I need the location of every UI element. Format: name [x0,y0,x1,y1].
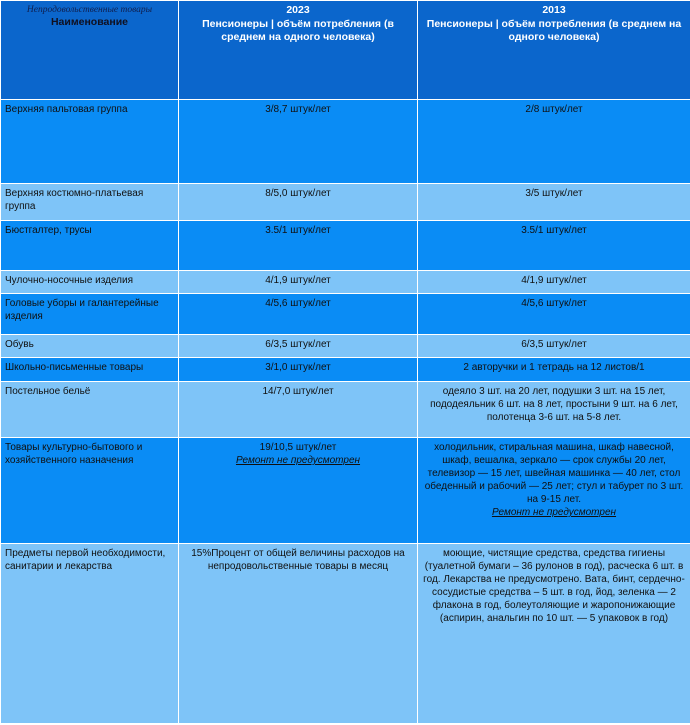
header-name-cell [1,1,179,100]
row-value-2013: холодильник, стиральная машина, шкаф навесной, шкаф, вешалка, зеркало — срок службы 20 лет, телевизор — 15 лет, швейная машинка — 40 лет, стол обеденный и рабочий — 25 лет; стул и табурет по 3 шт. на 9-15 лет. [424,442,684,505]
row-value-2013: 6/3,5 штук/лет [418,335,690,358]
row-name: Верхняя костюмно-платьевая группа [1,184,179,221]
year-2023-label: 2023 [286,4,310,16]
row-name: Обувь [1,335,179,358]
category-label: Непродовольственные товары [26,5,153,15]
col-2023-title: Пенсионеры | объём потребления (в среднем на одного человека) [202,17,394,44]
row-value-2023: 3/8,7 штук/лет [179,100,418,184]
table-row [1,271,690,294]
row-value-2013: 3.5/1 штук/лет [418,221,690,271]
row-value-2023: 4/5,6 штук/лет [179,294,418,335]
repair-note: Ремонт не предусмотрен [491,507,617,518]
row-name: Товары культурно-бытового и хозяйственного назначения [1,438,179,544]
row-value-2023: 3/1,0 штук/лет [179,358,418,382]
row-value-2013: 4/1,9 штук/лет [418,271,690,294]
table-row [1,294,690,335]
row-value-2013: 3/5 штук/лет [418,184,690,221]
row-value-2023: 15%Процент от общей величины расходов на непродовольственные товары в месяц [179,544,418,724]
row-value-2023: 4/1,9 штук/лет [179,271,418,294]
name-column-label: Наименование [50,16,129,29]
row-value-2023-cell [179,438,418,544]
col-2013-title: Пенсионеры | объём потребления (в среднем на одного человека) [426,17,682,44]
table-row [1,184,690,221]
row-value-2023: 8/5,0 штук/лет [179,184,418,221]
row-name: Школьно-письменные товары [1,358,179,382]
table-row [1,438,690,544]
row-value-2013: одеяло 3 шт. на 20 лет, подушки 3 шт. на 15 лет, пододеяльник 6 шт. на 8 лет, простыни 9 шт. на 6 лет, полотенца 3-6 шт. на 5-8 лет. [418,382,690,438]
header-2023-cell [179,1,418,100]
table-row [1,358,690,382]
row-value-2013-cell [418,438,690,544]
row-value-2023: 14/7,0 штук/лет [179,382,418,438]
year-2013-label: 2013 [542,4,566,16]
row-name: Чулочно-носочные изделия [1,271,179,294]
table-row [1,221,690,271]
table-row [1,335,690,358]
row-name: Постельное бельё [1,382,179,438]
table-row [1,100,690,184]
header-row [1,1,690,100]
repair-note: Ремонт не предусмотрен [235,455,361,466]
row-value-2013: 2/8 штук/лет [418,100,690,184]
row-value-2023: 6/3,5 штук/лет [179,335,418,358]
row-name: Головые уборы и галантерейные изделия [1,294,179,335]
row-value-2013: моющие, чистящие средства, средства гигиены (туалетной бумаги – 36 рулонов в год), расческа 6 шт. в год. Лекарства не предусмотрено. Вата, бинт, сердечно-сосудистые средства – 5 шт. в год, йод, зеленка — 2 флакона в год, болеутоляющие и жаропонижающие (аспирин, анальгин по 10 шт. — 5 упаковок в год) [418,544,690,724]
header-2013-cell [418,1,690,100]
row-value-2023: 3.5/1 штук/лет [179,221,418,271]
table-row [1,382,690,438]
row-name: Предметы первой необходимости, санитарии и лекарства [1,544,179,724]
row-value-2023: 19/10,5 штук/лет [259,442,337,453]
table-row [1,544,690,724]
row-name: Верхняя пальтовая группа [1,100,179,184]
row-value-2013: 2 авторучки и 1 тетрадь на 12 листов/1 [418,358,690,382]
row-name: Бюстгалтер, трусы [1,221,179,271]
row-value-2013: 4/5,6 штук/лет [418,294,690,335]
